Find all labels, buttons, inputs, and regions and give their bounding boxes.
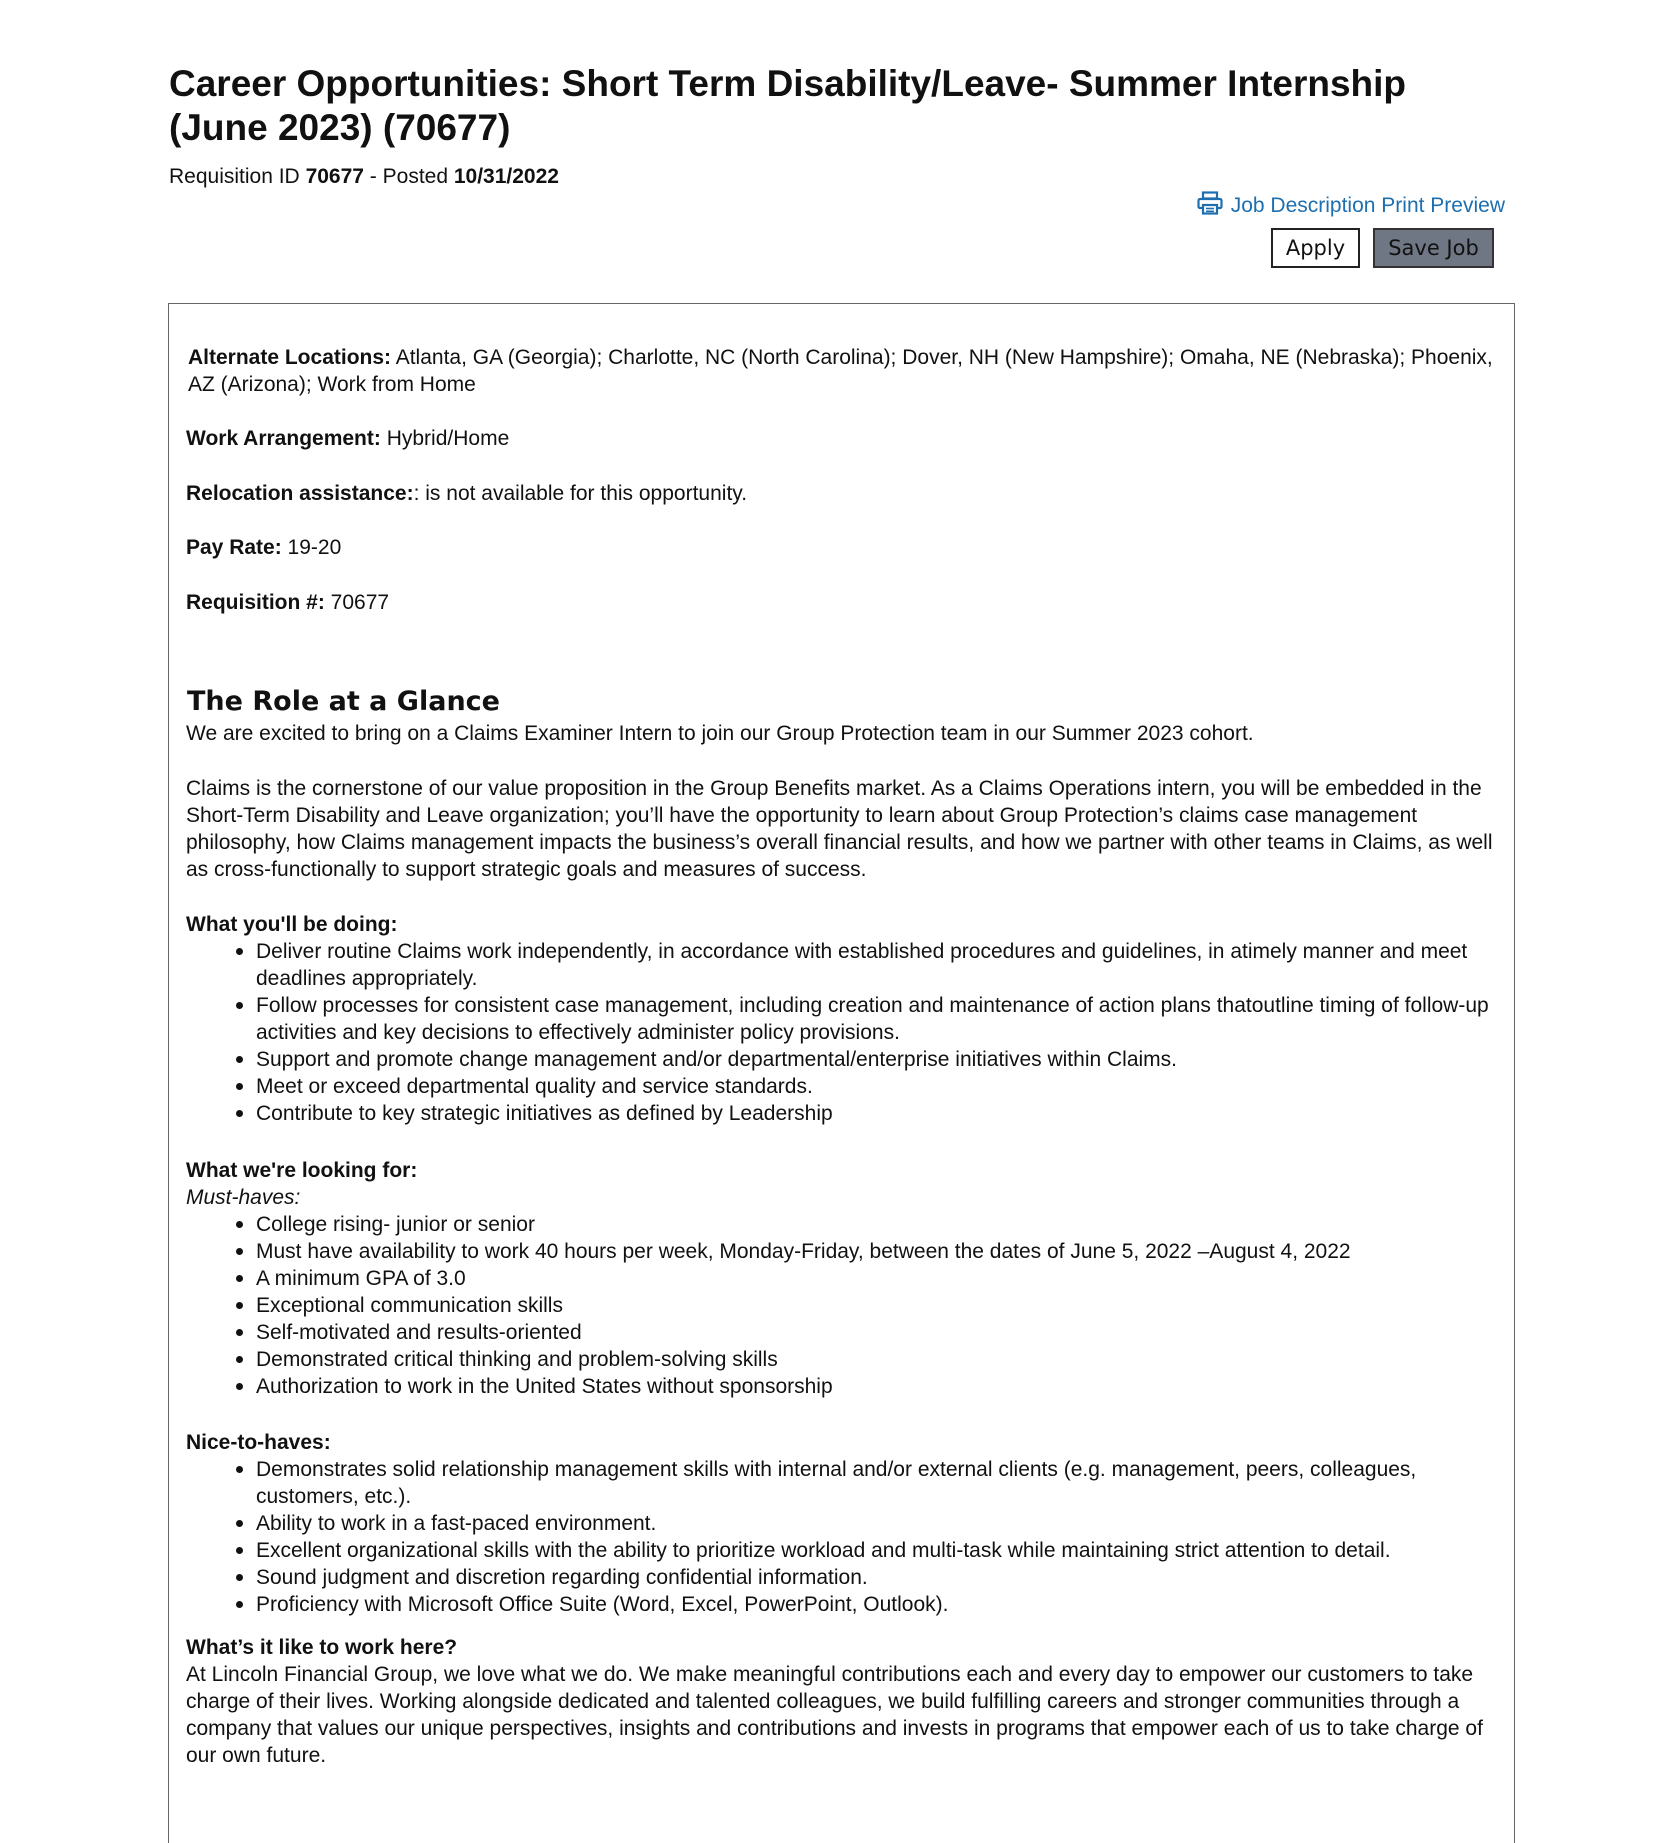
doing-section xyxy=(186,911,1496,1127)
list-item: Exceptional communication skills xyxy=(256,1292,1496,1319)
requisition-info xyxy=(169,165,559,189)
list-item: A minimum GPA of 3.0 xyxy=(256,1265,1496,1292)
work-arrangement-value: Hybrid/Home xyxy=(380,427,510,450)
requisition-value: 70677 xyxy=(324,591,390,614)
alternate-locations xyxy=(188,344,1498,398)
work-here-text: At Lincoln Financial Group, we love what we do. We make meaningful contributions each and every day to empower our customers to take charge of their lives. Working alongside dedicated and talented colleagues, we build fulfilling careers and stronger communities through a company that values our unique perspectives, insights and contributions and invests in programs that empower each of us to take charge of our own future. xyxy=(186,1663,1483,1767)
requisition-number xyxy=(186,589,1496,616)
doing-list xyxy=(186,938,1496,1127)
role-heading: The Role at a Glance xyxy=(187,686,500,717)
nice-to-haves-label: Nice-to-haves: xyxy=(186,1431,331,1454)
req-id: 70677 xyxy=(305,165,364,188)
work-here-section xyxy=(186,1634,1496,1769)
list-item: Support and promote change management and/or departmental/enterprise initiatives within Claims. xyxy=(256,1046,1496,1073)
posted-date: 10/31/2022 xyxy=(453,165,559,188)
list-item: Excellent organizational skills with the ability to prioritize workload and multi-task while maintaining strict attention to detail. xyxy=(256,1537,1496,1564)
list-item: Demonstrates solid relationship management skills with internal and/or external clients (e.g. management, peers, colleagues, customers, etc.). xyxy=(256,1456,1496,1510)
pay-rate xyxy=(186,534,1496,561)
nice-to-haves-section xyxy=(186,1429,1496,1618)
relocation-label: Relocation assistance: xyxy=(186,482,414,505)
list-item: Deliver routine Claims work independently, in accordance with established procedures and guidelines, in atimely manner and meet deadlines appropriately. xyxy=(256,938,1496,992)
role-intro xyxy=(186,720,1496,747)
list-item: Demonstrated critical thinking and problem-solving skills xyxy=(256,1346,1496,1373)
looking-section xyxy=(186,1157,1496,1400)
list-item: Ability to work in a fast-paced environment. xyxy=(256,1510,1496,1537)
list-item: Meet or exceed departmental quality and service standards. xyxy=(256,1073,1496,1100)
relocation-assistance xyxy=(186,480,1496,507)
save-job-button[interactable]: Save Job xyxy=(1373,228,1494,268)
apply-button[interactable]: Apply xyxy=(1271,228,1360,268)
list-item: Authorization to work in the United States without sponsorship xyxy=(256,1373,1496,1400)
alternate-locations-value: Atlanta, GA (Georgia); Charlotte, NC (North Carolina); Dover, NH (New Hampshire); Omaha, NE (Nebraska); Phoenix, AZ (Arizona); Work from Home xyxy=(188,346,1493,396)
work-arrangement-label: Work Arrangement: xyxy=(186,427,381,450)
role-description xyxy=(186,775,1496,883)
alternate-locations-label: Alternate Locations: xyxy=(188,346,392,369)
list-item: College rising- junior or senior xyxy=(256,1211,1496,1238)
list-item: Sound judgment and discretion regarding confidential information. xyxy=(256,1564,1496,1591)
relocation-value: : is not available for this opportunity. xyxy=(413,482,748,505)
nice-to-haves-list xyxy=(186,1456,1496,1618)
looking-heading: What we're looking for: xyxy=(186,1159,418,1182)
must-haves-list xyxy=(186,1211,1496,1400)
doing-heading: What you'll be doing: xyxy=(186,913,398,936)
req-prefix: Requisition ID xyxy=(169,165,306,188)
pay-rate-label: Pay Rate: xyxy=(186,536,282,559)
role-intro-text: We are excited to bring on a Claims Examiner Intern to join our Group Protection team in our Summer 2023 cohort. xyxy=(186,722,1254,745)
requisition-label: Requisition #: xyxy=(186,591,325,614)
list-item: Contribute to key strategic initiatives as defined by Leadership xyxy=(256,1100,1496,1127)
posted-prefix: - Posted xyxy=(363,165,454,188)
print-preview-label: Job Description Print Preview xyxy=(1230,194,1505,217)
role-description-text: Claims is the cornerstone of our value proposition in the Group Benefits market. As a Claims Operations intern, you will be embedded in the Short-Term Disability and Leave organization; you’ll have the opportunity to learn about Group Protection’s claims case management philosophy, how Claims management impacts the business’s overall financial results, and how we partner with other teams in Claims, as well as cross-functionally to support strategic goals and measures of success. xyxy=(186,777,1493,881)
print-preview-link[interactable] xyxy=(1197,191,1505,221)
list-item: Follow processes for consistent case management, including creation and maintenance of action plans thatoutline timing of follow-up activities and key decisions to effectively administer policy provisions. xyxy=(256,992,1496,1046)
list-item: Must have availability to work 40 hours per week, Monday-Friday, between the dates of June 5, 2022 –August 4, 2022 xyxy=(256,1238,1496,1265)
list-item: Proficiency with Microsoft Office Suite (Word, Excel, PowerPoint, Outlook). xyxy=(256,1591,1496,1618)
must-haves-label: Must-haves: xyxy=(186,1186,301,1209)
printer-icon xyxy=(1197,191,1223,221)
work-arrangement xyxy=(186,425,1496,452)
pay-rate-value: 19-20 xyxy=(281,536,342,559)
work-here-heading: What’s it like to work here? xyxy=(186,1636,458,1659)
page-title: Career Opportunities: Short Term Disability/Leave- Summer Internship (June 2023) (70677) xyxy=(169,63,1407,148)
list-item: Self-motivated and results-oriented xyxy=(256,1319,1496,1346)
